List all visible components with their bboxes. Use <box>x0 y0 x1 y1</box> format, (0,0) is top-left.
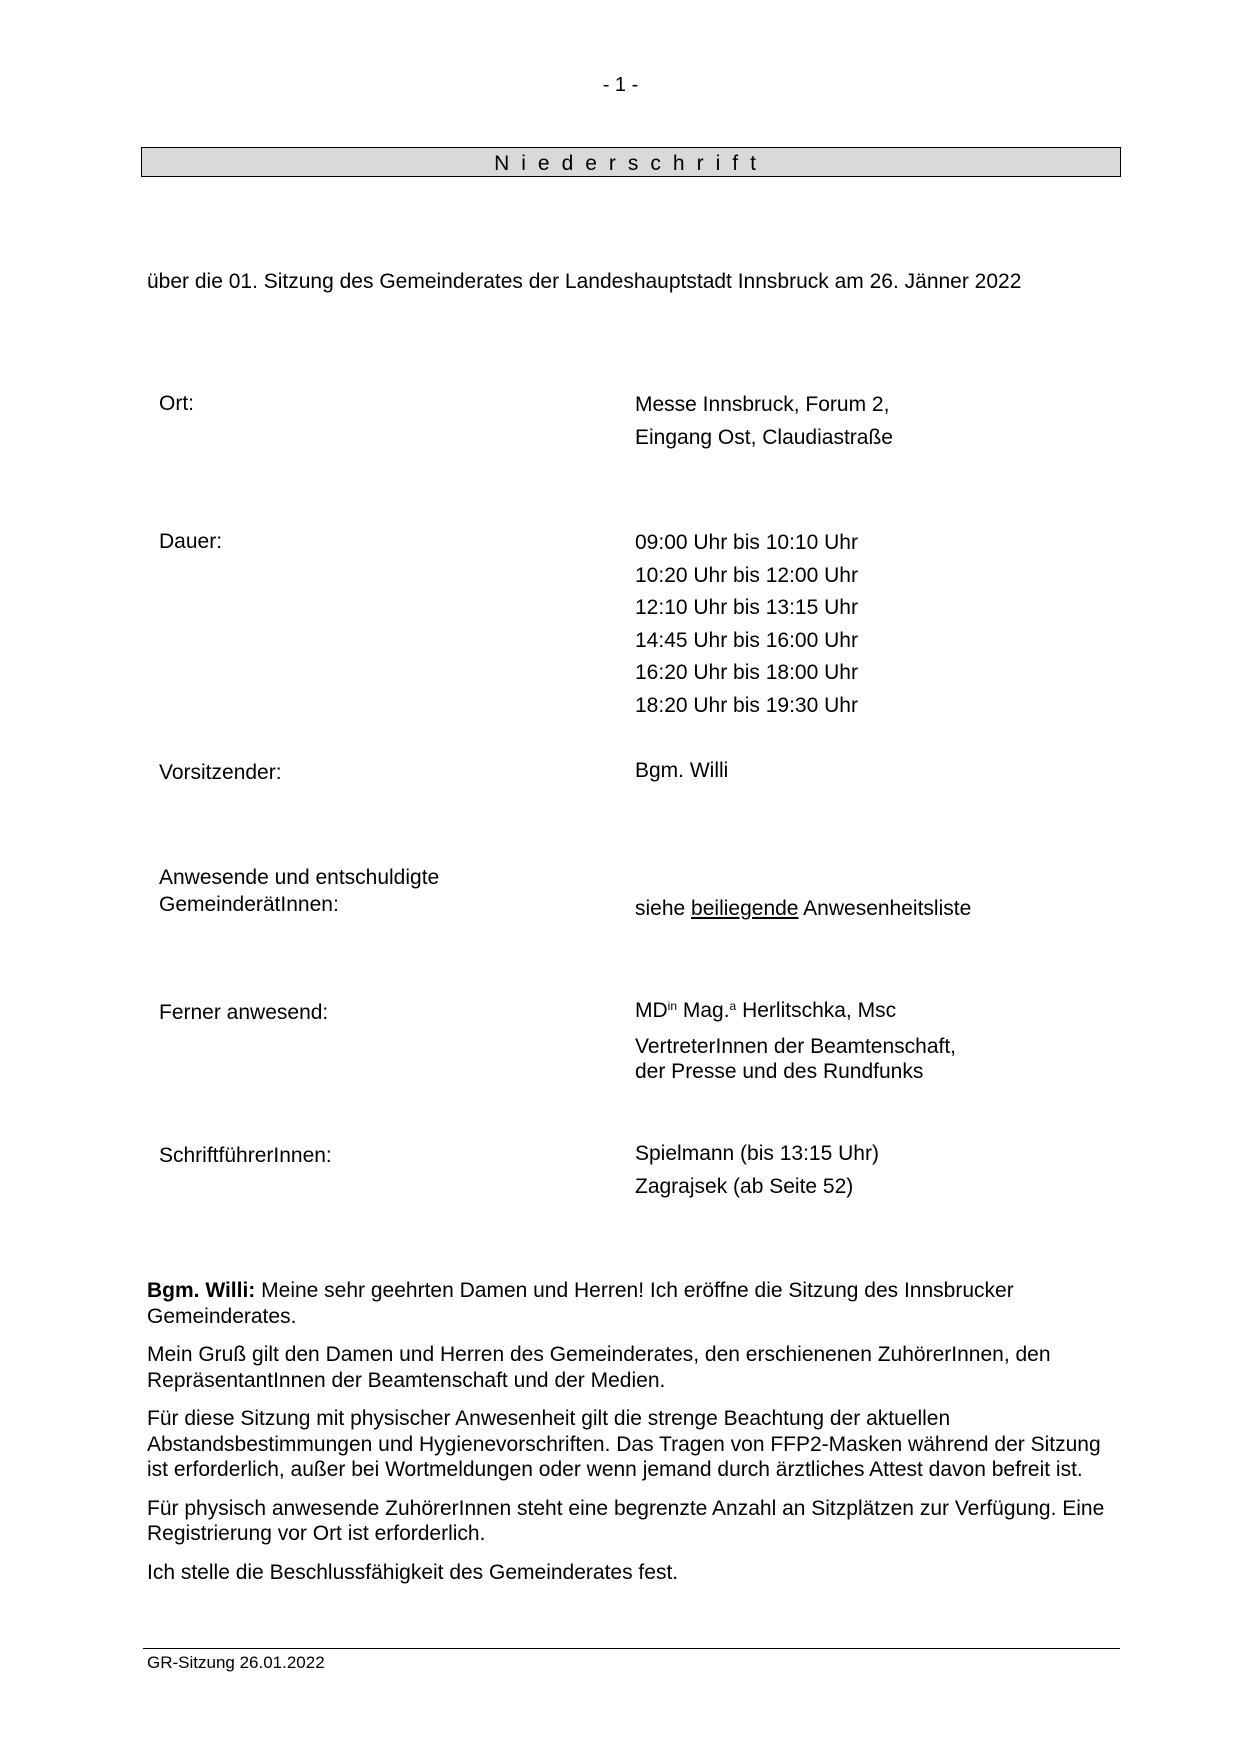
ferner-value <box>635 995 896 1028</box>
schriftfuehrer-line: Zagrajsek (ab Seite 52) <box>635 1174 854 1198</box>
anwesende-value-pre: siehe <box>635 897 692 920</box>
md-sup: in <box>667 999 678 1013</box>
dauer-label: Dauer: <box>159 530 223 553</box>
speech-first-text: Meine sehr geehrten Damen und Herren! Ich eröffne die Sitzung des Innsbrucker Gemeinderates. <box>147 1279 1014 1328</box>
intro-line: über die 01. Sitzung des Gemeinderates der Landeshauptstadt Innsbruck am 26. Jänner 2022 <box>147 270 1022 293</box>
document-title: Niederschrift <box>141 147 1121 177</box>
dauer-line: 16:20 Uhr bis 18:00 Uhr <box>635 661 858 684</box>
ort-line: Messe Innsbruck, Forum 2, <box>635 393 890 416</box>
footer-divider <box>143 1648 1120 1649</box>
speech-body <box>147 1278 1127 1598</box>
speaker-name: Bgm. Willi: <box>147 1279 256 1302</box>
md-text: MD <box>635 999 668 1022</box>
dauer-value <box>635 527 858 722</box>
speech-paragraph: Für physisch anwesende ZuhörerInnen steht eine begrenzte Anzahl an Sitzplätzen zur Verfügung. Eine Registrierung vor Ort ist erforderlich. <box>147 1496 1105 1545</box>
anwesende-value-underlined: beiliegende <box>691 897 799 920</box>
speech-paragraph <box>147 1278 1127 1329</box>
schriftfuehrer-value <box>635 1138 879 1203</box>
mag-sup: a <box>729 999 737 1013</box>
ferner-line: der Presse und des Rundfunks <box>635 1060 924 1083</box>
speech-paragraph: Mein Gruß gilt den Damen und Herren des Gemeinderates, den erschienenen ZuhörerInnen, den RepräsentantInnen der Beamtenschaft und der Medien. <box>147 1343 1051 1392</box>
vorsitzender-value: Bgm. Willi <box>635 759 729 782</box>
anwesende-label-line: Anwesende und entschuldigte <box>159 866 440 889</box>
dauer-line: 10:20 Uhr bis 12:00 Uhr <box>635 563 858 587</box>
ort-line: Eingang Ost, Claudiastraße <box>635 425 893 449</box>
ort-label: Ort: <box>159 392 194 415</box>
speech-paragraph: Für diese Sitzung mit physischer Anwesenheit gilt die strenge Beachtung der aktuellen Abstandsbestimmungen und Hygienevorschriften. Das Tragen von FFP2-Masken während der Sitzung ist erforderlich, außer bei Wortmeldungen oder wenn jemand durch ärztliches Attest davon befreit ist. <box>147 1407 1101 1481</box>
anwesende-value <box>635 893 971 926</box>
ferner-label: Ferner anwesend: <box>159 1001 329 1024</box>
ferner-line: VertreterInnen der Beamtenschaft, <box>635 1035 957 1058</box>
anwesende-label <box>159 864 439 918</box>
dauer-line: 09:00 Uhr bis 10:10 Uhr <box>635 531 858 554</box>
ort-value <box>635 389 893 454</box>
mag-text: Mag. <box>677 999 730 1022</box>
ferner-line-md <box>635 995 896 1028</box>
dauer-line: 14:45 Uhr bis 16:00 Uhr <box>635 628 858 652</box>
dauer-line: 18:20 Uhr bis 19:30 Uhr <box>635 693 858 717</box>
footer-text: GR-Sitzung 26.01.2022 <box>147 1653 325 1672</box>
schriftfuehrer-label: SchriftführerInnen: <box>159 1144 332 1167</box>
schriftfuehrer-line: Spielmann (bis 13:15 Uhr) <box>635 1142 879 1165</box>
dauer-line: 12:10 Uhr bis 13:15 Uhr <box>635 596 858 619</box>
anwesende-value-post: Anwesenheitsliste <box>798 897 972 920</box>
page-number: - 1 - <box>602 74 639 96</box>
speech-paragraph: Ich stelle die Beschlussfähigkeit des Gemeinderates fest. <box>147 1560 679 1584</box>
md-rest: Herlitschka, Msc <box>736 999 897 1022</box>
anwesende-label-line: GemeinderätInnen: <box>159 893 339 916</box>
ferner-more <box>635 1034 956 1084</box>
vorsitzender-label: Vorsitzender: <box>159 761 282 784</box>
